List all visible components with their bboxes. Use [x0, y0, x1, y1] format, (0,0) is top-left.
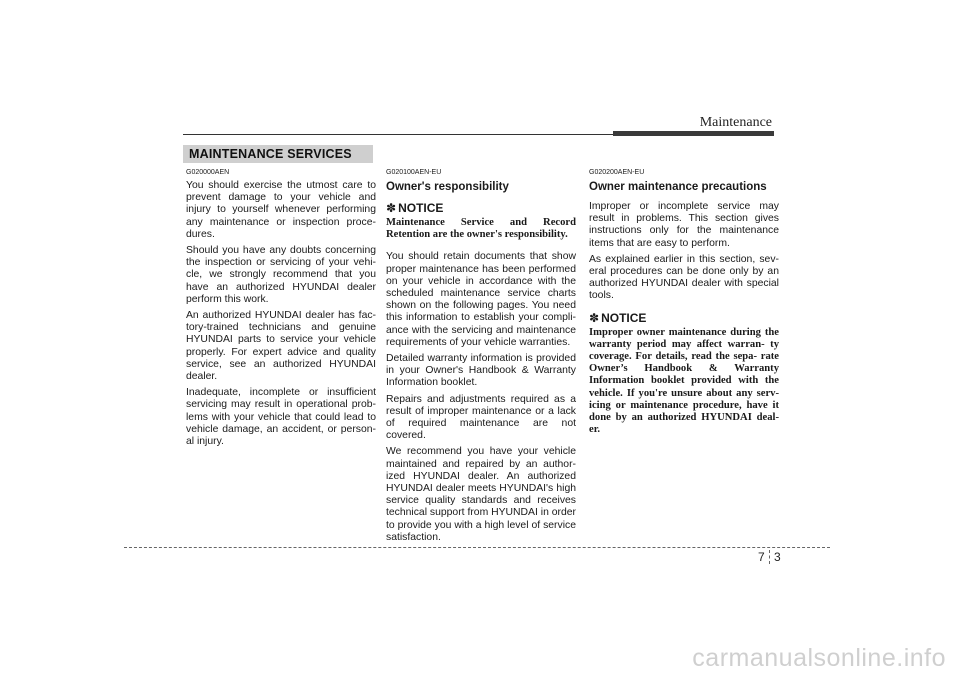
- section-heading: MAINTENANCE SERVICES: [183, 145, 373, 163]
- header-rule-accent: [613, 131, 774, 136]
- notice-title: [589, 311, 779, 325]
- chapter-number: 7: [758, 550, 765, 564]
- page-number: 3: [774, 550, 781, 564]
- footer-rule: [124, 547, 830, 548]
- notice-star-icon: ✽: [589, 310, 600, 325]
- notice-star-icon: ✽: [386, 201, 397, 215]
- paragraph: An authorized HYUNDAI dealer has fac- tory-trained technicians and genuine HYUNDAI parts to service your vehicle properly. For expert advice and quality service, see an authorized HYUNDAI dealer.: [186, 310, 376, 383]
- notice-label: NOTICE: [398, 201, 444, 215]
- paragraph: Repairs and adjustments required as a result of improper maintenance or a lack of required maintenance are not covered.: [386, 393, 576, 442]
- notice-label: NOTICE: [601, 310, 647, 325]
- column-general: [186, 168, 376, 452]
- subsection-heading: Owner maintenance precautions: [589, 181, 767, 193]
- paragraph: Should you have any doubts concerning the inspection or servicing of your vehi- cle, we strongly recommend that you have an authorized HYUNDAI dealer perform this work.: [186, 245, 376, 305]
- section-code: G020100AEN-EU: [386, 169, 442, 176]
- paragraph: You should retain documents that show proper maintenance has been performed on your vehicle in accordance with the scheduled maintenance service charts shown on the following pages. You need this information to establish your compli- ance with the servicing and maintenance requirements of your vehicle warranties.: [386, 251, 576, 348]
- paragraph: We recommend you have your vehicle maintained and repaired by an author- ized HYUNDAI dealer. An authorized HYUNDAI dealer meets HYUNDAI's high service quality standards and receives technical support from HYUNDAI in order to provide you with a high level of service satisfaction.: [386, 446, 576, 543]
- subsection-heading: Owner's responsibility: [386, 181, 509, 193]
- page-number-divider: [769, 550, 770, 564]
- notice-text: Maintenance Service and Record Retention are the owner's responsibility.: [386, 217, 576, 241]
- column-owner-responsibility: [386, 168, 576, 548]
- watermark: carmanualsonline.info: [692, 644, 946, 672]
- page-header-title: Maintenance: [699, 115, 772, 130]
- paragraph: Improper or incomplete service may result in problems. This section gives instructions only for the maintenance items that are easy to perform.: [589, 201, 779, 249]
- paragraph: Detailed warranty information is provided in your Owner's Handbook & Warranty Information booklet.: [386, 353, 576, 389]
- notice-title: [386, 201, 576, 215]
- section-code: G020000AEN: [186, 169, 230, 176]
- paragraph: Inadequate, incomplete or insufficient servicing may result in operational prob- lems with your vehicle that could lead to vehicle damage, an accident, or person- al injury.: [186, 387, 376, 448]
- section-code: G020200AEN-EU: [589, 169, 645, 176]
- notice-text: Improper owner maintenance during the warranty period may affect warran- ty coverage. For details, read the sepa- rate Owner’s Handbook & Warranty Information booklet provided with the vehicle. If you're unsure about any serv- icing or maintenance procedure, have it done by an authorized HYUNDAI deal- er.: [589, 326, 779, 436]
- column-owner-precautions: [589, 168, 779, 446]
- header-rule: [183, 134, 613, 135]
- paragraph: As explained earlier in this section, sev- eral procedures can be done only by an authorized HYUNDAI dealer with special tools.: [589, 253, 779, 302]
- paragraph: You should exercise the utmost care to prevent damage to your vehicle and injury to yourself whenever performing any maintenance or inspection proce- dures.: [186, 180, 376, 240]
- notice-block: [589, 311, 779, 437]
